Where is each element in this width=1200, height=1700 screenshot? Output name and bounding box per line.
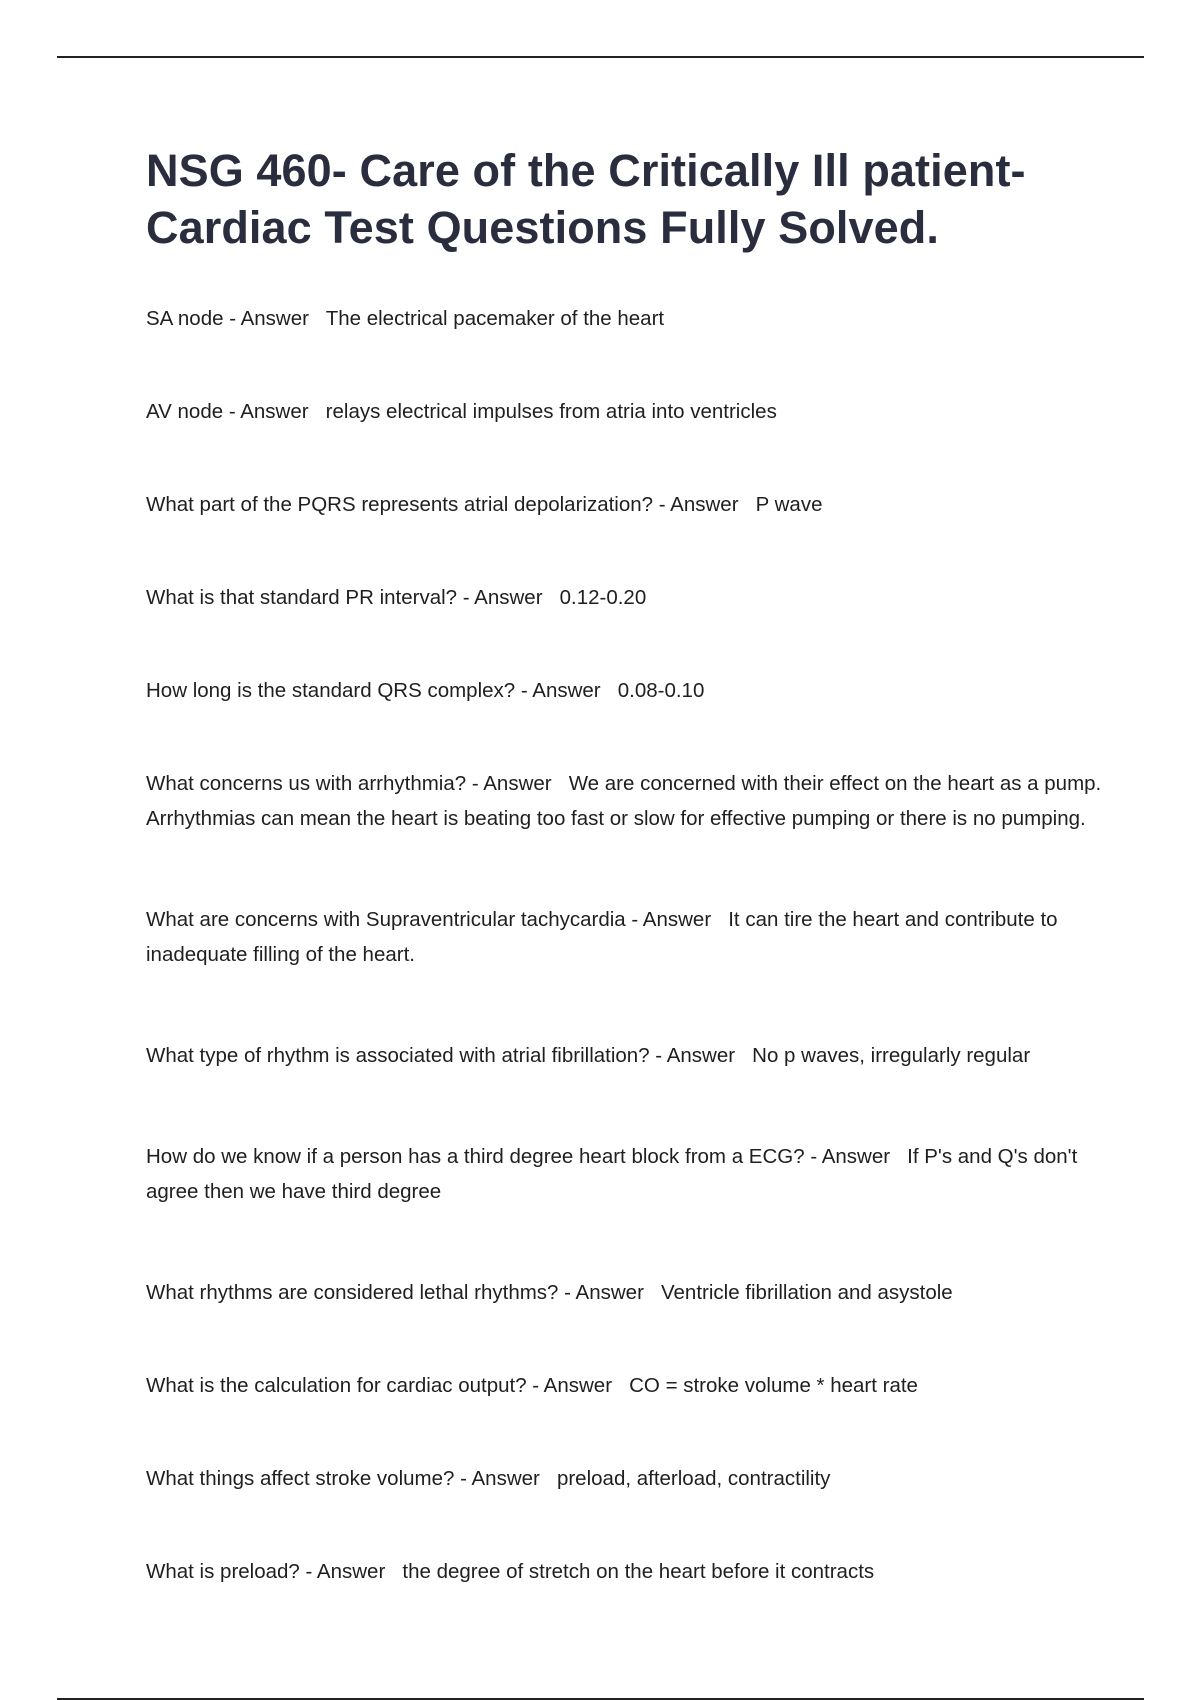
answer-text: P wave <box>755 493 823 516</box>
document-page <box>146 142 1106 1589</box>
question-text: What things affect stroke volume? <box>146 1467 455 1490</box>
qa-item <box>146 1554 1106 1589</box>
qa-item <box>146 902 1106 972</box>
question-text: What are concerns with Supraventricular tachycardia <box>146 908 626 931</box>
top-rule <box>57 56 1144 58</box>
qa-item <box>146 1368 1106 1403</box>
answer-label: - Answer <box>454 1467 557 1490</box>
answer-label: - Answer <box>466 772 569 795</box>
question-text: What type of rhythm is associated with atrial fibrillation? <box>146 1044 650 1067</box>
answer-label: - Answer <box>649 1044 753 1067</box>
answer-label: - Answer <box>653 493 756 516</box>
question-text: What part of the PQRS represents atrial depolarization? <box>146 493 654 516</box>
qa-item <box>146 1461 1106 1496</box>
answer-label: - Answer <box>223 307 326 330</box>
answer-text: We are concerned with their effect on the heart as a pump. Arrhythmias can mean the heart is beating too fast or slow for effective pumping or there is no pumping. <box>146 772 1102 830</box>
answer-text: Ventricle fibrillation and asystole <box>660 1281 953 1304</box>
answer-label: - Answer <box>457 586 560 609</box>
question-text: What is preload? <box>146 1560 300 1583</box>
answer-label: - Answer <box>223 400 326 423</box>
answer-label: - Answer <box>299 1560 403 1583</box>
answer-text: preload, afterload, contractility <box>556 1467 831 1490</box>
question-text: What is that standard PR interval? <box>146 586 458 609</box>
answer-label: - Answer <box>558 1281 661 1304</box>
question-text: What is the calculation for cardiac output? <box>146 1374 527 1397</box>
answer-text: The electrical pacemaker of the heart <box>325 307 665 330</box>
question-text: What rhythms are considered lethal rhythms? <box>146 1281 559 1304</box>
answer-label: - Answer <box>515 679 618 702</box>
qa-item <box>146 487 1106 522</box>
document-title: NSG 460- Care of the Critically Ill patient- Cardiac Test Questions Fully Solved. <box>146 145 1026 253</box>
qa-item <box>146 1139 1106 1209</box>
answer-text: If P's and Q's don't agree then we have third degree <box>146 1145 1078 1203</box>
question-text: How long is the standard QRS complex? <box>146 679 516 702</box>
qa-item <box>146 394 1106 429</box>
answer-text: It can tire the heart and contribute to inadequate filling of the heart. <box>146 908 1058 966</box>
qa-list <box>146 301 1106 1589</box>
answer-label: - Answer <box>625 908 729 931</box>
qa-item <box>146 1038 1106 1073</box>
answer-text: CO = stroke volume * heart rate <box>629 1374 918 1397</box>
qa-item <box>146 301 1106 336</box>
question-text: AV node <box>146 400 224 423</box>
qa-item <box>146 1275 1106 1310</box>
answer-text: No p waves, irregularly regular <box>752 1044 1031 1067</box>
question-text: What concerns us with arrhythmia? <box>146 772 467 795</box>
answer-text: the degree of stretch on the heart before it contracts <box>402 1560 875 1583</box>
question-text: SA node <box>146 307 224 330</box>
question-text: How do we know if a person has a third degree heart block from a ECG? <box>146 1145 805 1168</box>
answer-text: 0.12-0.20 <box>559 586 647 609</box>
answer-label: - Answer <box>526 1374 630 1397</box>
qa-item <box>146 673 1106 708</box>
answer-label: - Answer <box>804 1145 908 1168</box>
answer-text: relays electrical impulses from atria into ventricles <box>325 400 777 423</box>
qa-item <box>146 580 1106 615</box>
qa-item <box>146 766 1106 836</box>
answer-text: 0.08-0.10 <box>617 679 705 702</box>
